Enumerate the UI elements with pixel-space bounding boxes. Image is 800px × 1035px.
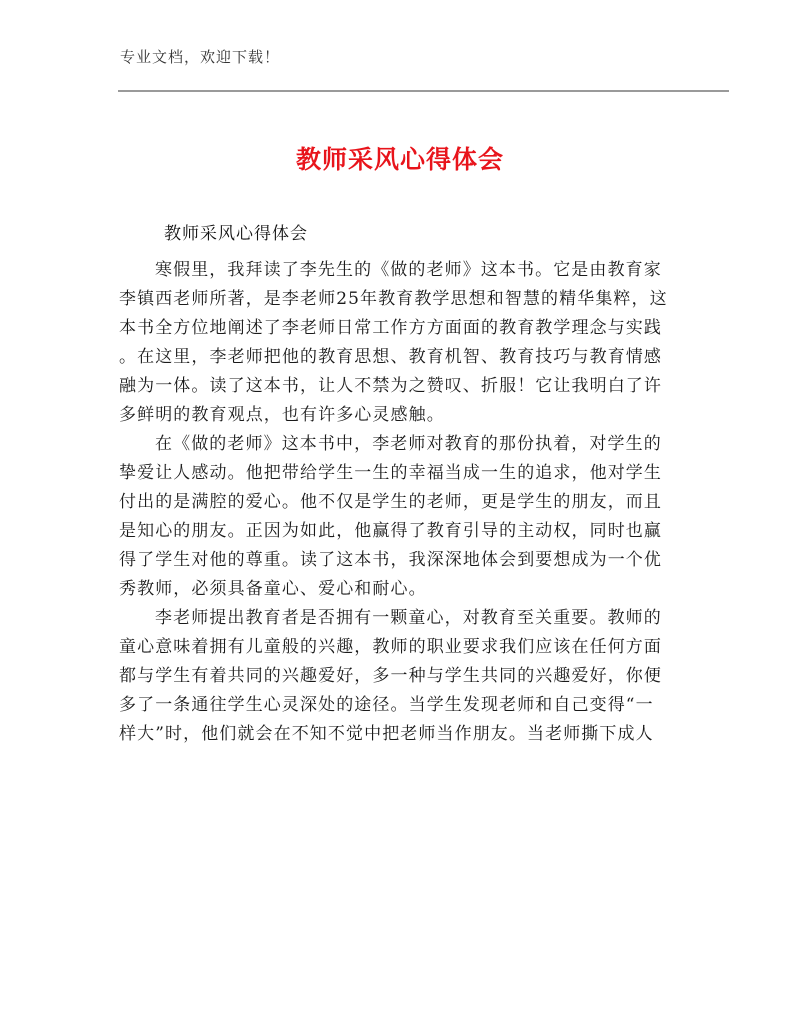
paragraph (119, 256, 679, 430)
text-line: 寒假里，我拜读了李先生的《做的老师》这本书。它是由教育家 (155, 260, 662, 280)
text-line: 。在这里，李老师把他的教育思想、教育机智、教育技巧与教育情感 (119, 347, 662, 367)
paragraph (119, 604, 679, 749)
text-line: 童心意味着拥有儿童般的兴趣，教师的职业要求我们应该在任何方面 (119, 637, 662, 657)
text-line: 多了一条通往学生心灵深处的途径。当学生发现老师和自己变得“一 (119, 695, 654, 715)
text-line: 李老师提出教育者是否拥有一颗童心，对教育至关重要。教师的 (155, 608, 662, 628)
document-body (119, 256, 679, 749)
text-line: 秀教师，必须具备童心、爱心和耐心。 (119, 579, 427, 599)
text-line: 融为一体。读了这本书，让人不禁为之赞叹、折服！它让我明白了许 (119, 376, 662, 396)
text-line: 是知心的朋友。正因为如此，他赢得了教育引导的主动权，同时也赢 (119, 521, 662, 541)
text-line: 李镇西老师所著，是李老师25年教育教学思想和智慧的精华集粹，这 (119, 289, 668, 309)
text-line: 样大”时，他们就会在不知不觉中把老师当作朋友。当老师撕下成人 (119, 724, 654, 744)
section-heading: 教师采风心得体会 (164, 224, 308, 244)
text-line: 在《做的老师》这本书中，李老师对教育的那份执着，对学生的 (155, 434, 662, 454)
document-title: 教师采风心得体会 (295, 145, 504, 174)
text-line: 多鲜明的教育观点，也有许多心灵感触。 (119, 405, 445, 425)
text-line: 得了学生对他的尊重。读了这本书，我深深地体会到要想成为一个优 (119, 550, 662, 570)
text-line: 本书全方位地阐述了李老师日常工作方方面面的教育教学理念与实践 (119, 318, 662, 338)
text-line: 挚爱让人感动。他把带给学生一生的幸福当成一生的追求，他对学生 (119, 463, 662, 483)
header-divider (118, 90, 729, 92)
text-line: 付出的是满腔的爱心。他不仅是学生的老师，更是学生的朋友，而且 (119, 492, 662, 512)
header-note: 专业文档，欢迎下载！ (120, 48, 281, 66)
text-line: 都与学生有着共同的兴趣爱好，多一种与学生共同的兴趣爱好，你便 (119, 666, 662, 686)
paragraph (119, 430, 679, 604)
